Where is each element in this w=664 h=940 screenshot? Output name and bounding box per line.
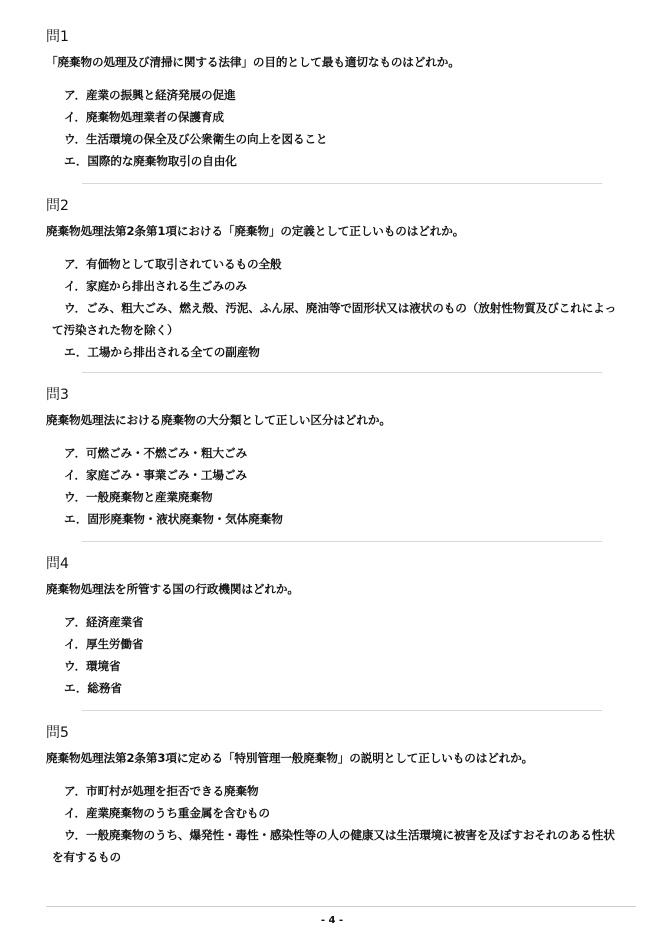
option-a: ア．有価物として取引されているもの全般 [64, 257, 282, 271]
option-u: ウ．環境省 [64, 659, 121, 673]
option-u: ウ．ごみ、粗大ごみ、燃え殻、汚泥、ふん尿、廃油等で固形状又は液状のもの（放射性物質及びこれによって汚染された物を除く） [52, 301, 617, 337]
option-list [46, 780, 626, 868]
option-a: ア．経済産業省 [64, 615, 144, 629]
question-5 [46, 724, 626, 868]
option-u: ウ．生活環境の保全及び公衆衛生の向上を図ること [64, 132, 328, 146]
option-i: イ．厚生労働省 [64, 637, 144, 651]
option-e: エ．国際的な廃棄物取引の自由化 [64, 154, 237, 168]
question-number: 問5 [46, 725, 69, 741]
option-e: エ．総務省 [64, 681, 122, 695]
question-divider [82, 710, 602, 711]
question-4 [46, 555, 626, 699]
option-u: ウ．一般廃棄物のうち、爆発性・毒性・感染性等の人の健康又は生活環境に被害を及ぼすおそれのある性状を有するもの [52, 828, 615, 864]
option-e: エ．固形廃棄物・液状廃棄物・気体廃棄物 [64, 512, 283, 526]
option-i: イ．家庭ごみ・事業ごみ・工場ごみ [64, 468, 247, 482]
question-2 [46, 197, 626, 363]
option-i: イ．家庭から排出される生ごみのみ [64, 279, 247, 293]
option-i: イ．廃棄物処理業者の保護育成 [64, 110, 224, 124]
question-stem: 廃棄物処理法を所管する国の行政機関はどれか。 [46, 582, 299, 596]
option-list [46, 442, 626, 530]
page-number: - 4 - [320, 915, 344, 926]
option-list [46, 84, 626, 172]
question-stem: 「廃棄物の処理及び清掃に関する法律」の目的として最も適切なものはどれか。 [46, 55, 460, 69]
option-a: ア．産業の振興と経済発展の促進 [64, 88, 236, 102]
option-u: ウ．一般廃棄物と産業廃棄物 [64, 490, 213, 504]
question-1 [46, 28, 626, 172]
question-divider [82, 372, 602, 373]
footer-divider [46, 906, 636, 907]
question-stem: 廃棄物処理法第2条第1項における「廃棄物」の定義として正しいものはどれか。 [46, 224, 465, 238]
question-divider [82, 183, 602, 184]
question-stem: 廃棄物処理法第2条第3項に定める「特別管理一般廃棄物」の説明として正しいものはどれか。 [46, 751, 534, 765]
question-stem: 廃棄物処理法における廃棄物の大分類として正しい区分はどれか。 [46, 413, 391, 427]
question-divider [82, 541, 602, 542]
option-list [46, 253, 626, 363]
option-a: ア．市町村が処理を拒否できる廃棄物 [64, 784, 259, 798]
option-list [46, 611, 626, 699]
option-i: イ．産業廃棄物のうち重金属を含むもの [64, 806, 270, 820]
question-number: 問1 [46, 29, 69, 45]
question-number: 問2 [46, 198, 69, 214]
option-e: エ．工場から排出される全ての副産物 [64, 345, 260, 359]
question-number: 問3 [46, 387, 69, 403]
option-a: ア．可燃ごみ・不燃ごみ・粗大ごみ [64, 446, 247, 460]
question-3 [46, 386, 626, 530]
question-number: 問4 [46, 556, 69, 572]
